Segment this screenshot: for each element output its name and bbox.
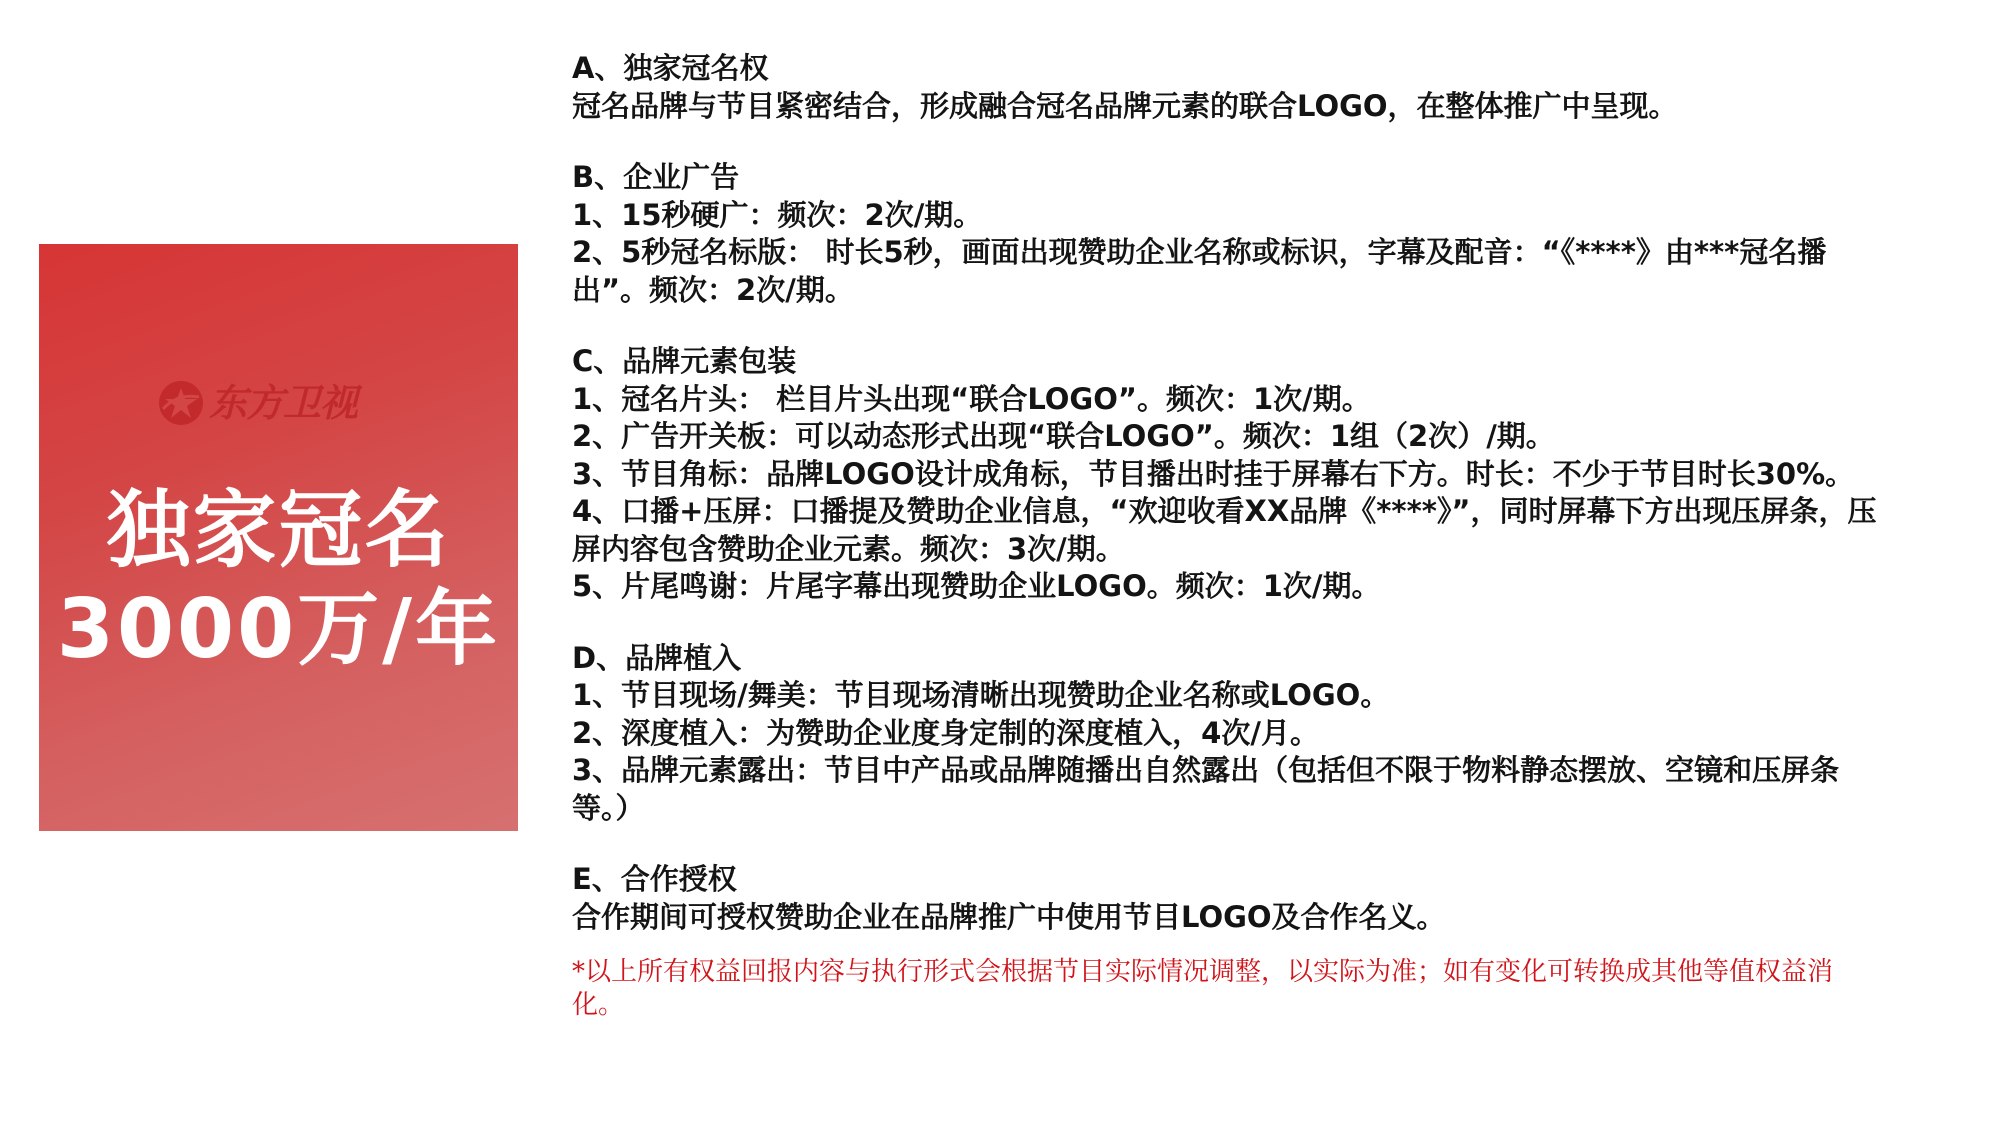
- section-line: 3、节目角标：品牌LOGO设计成角标，节目播出时挂于屏幕右下方。时长：不少于节目时长30%。: [572, 456, 1855, 491]
- dragon-tv-logo: [157, 376, 357, 430]
- section-b: [572, 159, 1892, 309]
- section-line: 2、5秒冠名标版： 时长5秒，画面出现赞助企业名称或标识，字幕及配音：“《****》由***冠名播出”。频次：2次/期。: [572, 235, 1827, 307]
- section-e: [572, 861, 1892, 936]
- section-c: [572, 343, 1892, 606]
- section-line: 5、片尾鸣谢：片尾字幕出现赞助企业LOGO。频次：1次/期。: [572, 569, 1381, 603]
- section-line: 4、口播+压屏：口播提及赞助企业信息，“欢迎收看XX品牌《****》”，同时屏幕下方出现压屏条，压屏内容包含赞助企业元素。频次：3次/期。: [572, 494, 1877, 566]
- section-heading: D、品牌植入: [572, 640, 742, 675]
- section-line: 冠名品牌与节目紧密结合，形成融合冠名品牌元素的联合LOGO，在整体推广中呈现。: [572, 88, 1678, 123]
- disclaimer-note: *以上所有权益回报内容与执行形式会根据节目实际情况调整，以实际为准；如有变化可转换成其他等值权益消化。: [572, 957, 1834, 1020]
- section-line: 2、广告开关板：可以动态形式出现“联合LOGO”。频次：1组（2次）/期。: [572, 419, 1555, 453]
- section-line: 3、品牌元素露出：节目中产品或品牌随播出自然露出（包括但不限于物料静态摆放、空镜和压屏条等。）: [572, 753, 1840, 825]
- section-heading: E、合作授权: [572, 862, 737, 896]
- dragon-tv-logo-icon: [157, 379, 205, 427]
- section-line: 合作期间可授权赞助企业在品牌推广中使用节目LOGO及合作名义。: [572, 899, 1446, 934]
- section-d: [572, 640, 1892, 828]
- section-heading: C、品牌元素包装: [572, 344, 797, 378]
- promo-panel: [39, 244, 518, 831]
- section-line: 2、深度植入：为赞助企业度身定制的深度植入，4次/月。: [572, 715, 1319, 750]
- section-a: [572, 50, 1892, 125]
- section-line: 1、冠名片头： 栏目片头出现“联合LOGO”。频次：1次/期。: [572, 381, 1371, 416]
- benefits-content: [572, 50, 1892, 1022]
- promo-price: 3000万/年: [56, 582, 501, 677]
- section-heading: B、企业广告: [572, 160, 740, 194]
- promo-title: 独家冠名: [106, 481, 451, 579]
- logo-text: 东方卫视: [209, 381, 358, 425]
- section-line: 1、节目现场/舞美：节目现场清晰出现赞助企业名称或LOGO。: [572, 678, 1390, 712]
- section-heading: A、独家冠名权: [572, 51, 769, 85]
- section-line: 1、15秒硬广：频次：2次/期。: [572, 197, 983, 232]
